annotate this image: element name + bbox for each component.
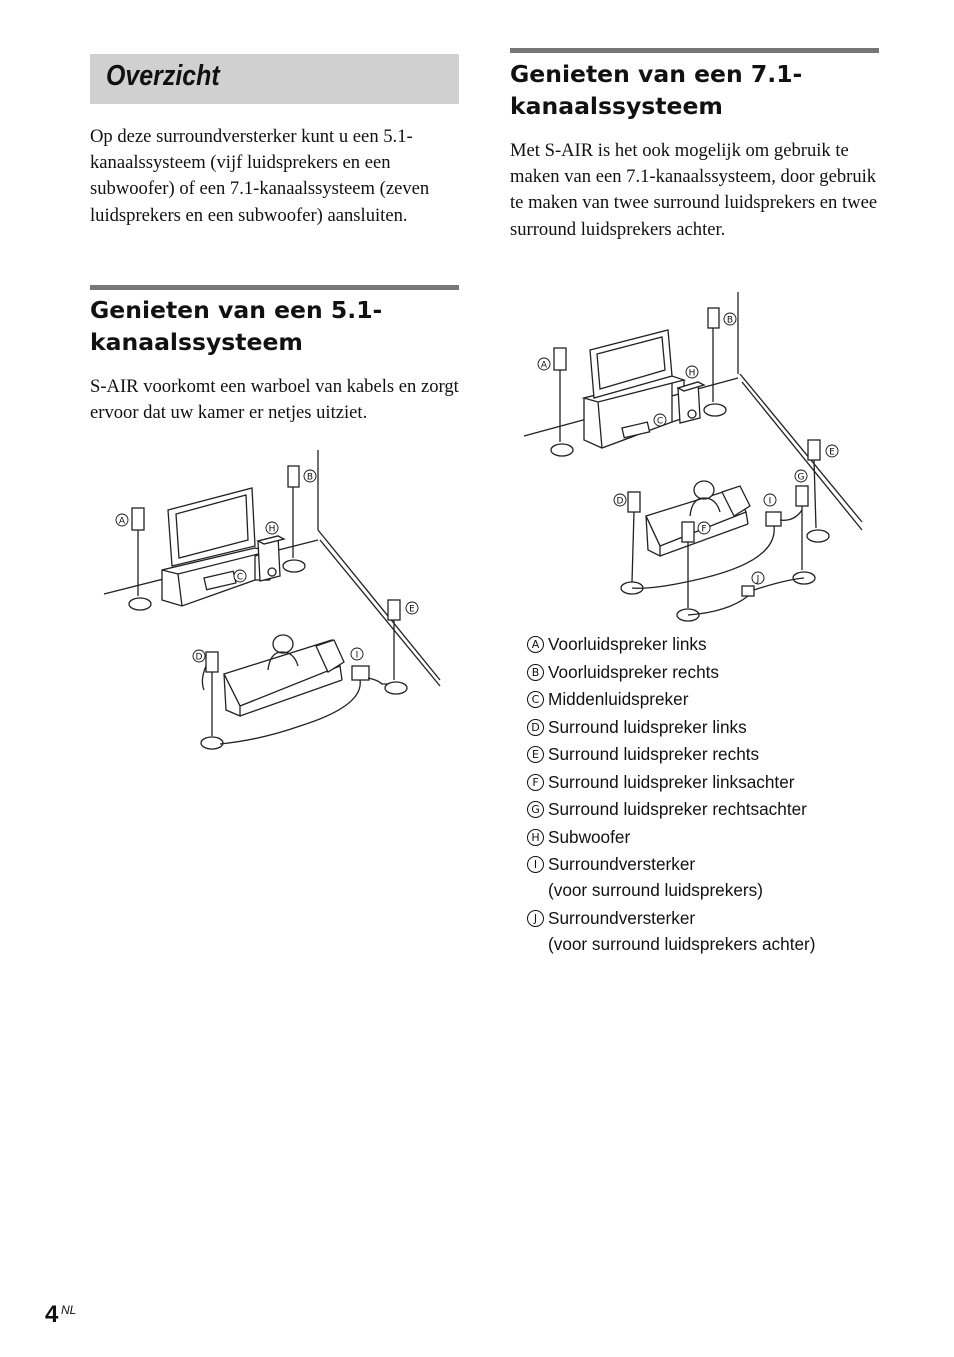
legend-text: Surround luidspreker linksachter bbox=[548, 771, 795, 792]
label-a: A bbox=[118, 516, 126, 527]
section-51-rule bbox=[90, 285, 459, 290]
speaker-legend bbox=[527, 631, 887, 959]
label-b: B bbox=[306, 472, 314, 483]
section-51-body: S-AIR voorkomt een warboel van kabels en zorgt ervoor dat uw kamer er netjes uitziet. bbox=[90, 376, 459, 424]
legend-item bbox=[527, 631, 887, 659]
legend-letter-badge: B bbox=[527, 664, 544, 681]
speaker-layout-71-illustration bbox=[522, 290, 867, 630]
legend-item bbox=[527, 824, 887, 852]
legend-text: Middenluidspreker bbox=[548, 689, 689, 709]
label-h: H bbox=[268, 524, 276, 535]
overview-body: Op deze surroundversterker kunt u een 5.1-kanaalssysteem (vijf luidsprekers en een subwoofer) of een 7.1-kanaalssysteem (zeven luidsprekers en een subwoofer) aansluiten. bbox=[90, 126, 430, 226]
label-d: D bbox=[195, 652, 203, 663]
legend-letter-badge: J bbox=[527, 910, 544, 927]
legend-item bbox=[527, 905, 887, 959]
overview-title: Overzicht bbox=[106, 60, 220, 92]
page-number: 4 bbox=[45, 1301, 59, 1328]
section-71-rule bbox=[510, 48, 879, 53]
legend-subtext: (voor surround luidsprekers) bbox=[548, 880, 763, 900]
legend-text: Voorluidspreker rechts bbox=[548, 661, 720, 682]
section-51-heading: Genieten van een 5.1-kanaalssysteem bbox=[90, 296, 383, 356]
label-c: C bbox=[236, 572, 244, 583]
legend-item bbox=[527, 686, 887, 714]
label-e: E bbox=[829, 447, 835, 458]
label-b: B bbox=[726, 315, 734, 326]
legend-letter-badge: I bbox=[527, 856, 544, 873]
legend-text: Subwoofer bbox=[548, 826, 631, 847]
page-language-code: NL bbox=[61, 1303, 77, 1317]
label-i: I bbox=[355, 650, 359, 661]
label-h: H bbox=[688, 368, 696, 379]
label-c: C bbox=[656, 416, 664, 427]
label-i: I bbox=[768, 496, 772, 507]
legend-letter-badge: F bbox=[527, 774, 544, 791]
legend-item bbox=[527, 769, 887, 797]
label-e: E bbox=[409, 604, 415, 615]
legend-letter-badge: E bbox=[527, 746, 544, 763]
legend-item bbox=[527, 851, 887, 905]
label-f: F bbox=[701, 524, 707, 535]
legend-text: Surround luidspreker rechts bbox=[548, 744, 760, 764]
legend-subtext: (voor surround luidsprekers achter) bbox=[548, 934, 816, 954]
legend-text: Surround luidspreker links bbox=[548, 716, 747, 737]
section-71-body: Met S-AIR is het ook mogelijk om gebruik te maken van een 7.1-kanaalssysteem, door gebruik te maken van twee surround luidsprekers en twee surround luidsprekers achter. bbox=[510, 140, 878, 240]
legend-text: Voorluidspreker links bbox=[548, 634, 707, 654]
legend-letter-badge: G bbox=[527, 801, 544, 818]
label-d: D bbox=[616, 496, 624, 507]
legend-letter-badge: H bbox=[527, 829, 544, 846]
legend-letter-badge: C bbox=[527, 691, 544, 708]
overview-title-banner bbox=[90, 54, 459, 104]
legend-item bbox=[527, 796, 887, 824]
legend-item bbox=[527, 714, 887, 742]
label-a: A bbox=[540, 360, 548, 371]
legend-item bbox=[527, 741, 887, 769]
legend-letter-badge: D bbox=[527, 719, 544, 736]
label-g: G bbox=[797, 472, 805, 483]
legend-text: Surroundversterker bbox=[548, 854, 696, 874]
section-71-heading: Genieten van een 7.1-kanaalssysteem bbox=[510, 60, 803, 120]
legend-text: Surround luidspreker rechtsachter bbox=[548, 799, 807, 819]
speaker-layout-51-illustration bbox=[100, 448, 450, 758]
label-j: J bbox=[756, 574, 760, 585]
legend-item bbox=[527, 659, 887, 687]
legend-text: Surroundversterker bbox=[548, 908, 696, 928]
legend-letter-badge: A bbox=[527, 636, 544, 653]
